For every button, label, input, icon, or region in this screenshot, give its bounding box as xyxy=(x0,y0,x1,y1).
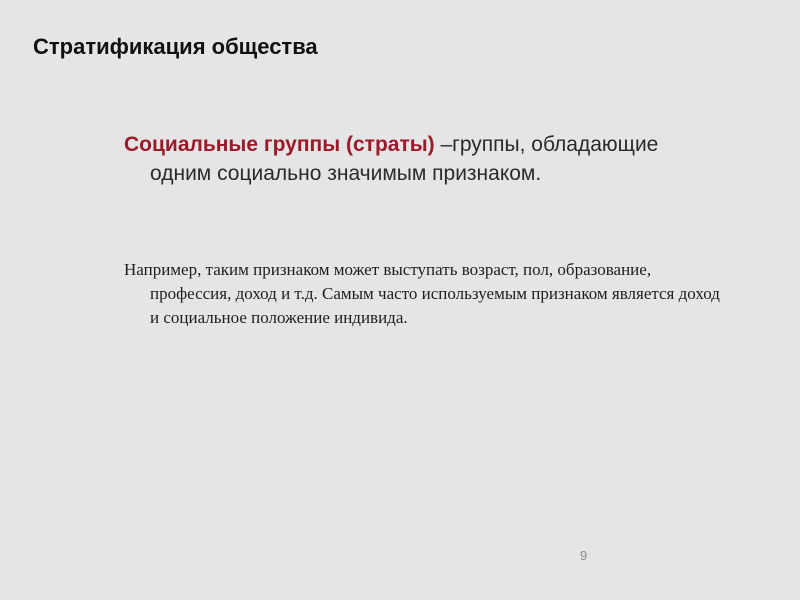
definition-term: Социальные группы (страты) xyxy=(124,133,435,156)
slide-title: Стратификация общества xyxy=(33,34,318,59)
page-number: 9 xyxy=(580,548,588,563)
definition-text: –группы, обладающие одним социально значимым признаком. xyxy=(150,133,659,185)
definition-paragraph xyxy=(124,130,710,188)
example-paragraph: Например, таким признаком может выступать возраст, пол, образование, профессия, доход и т.д. Самым часто используемым признаком является доход и социальное положение индивида. xyxy=(124,260,720,327)
